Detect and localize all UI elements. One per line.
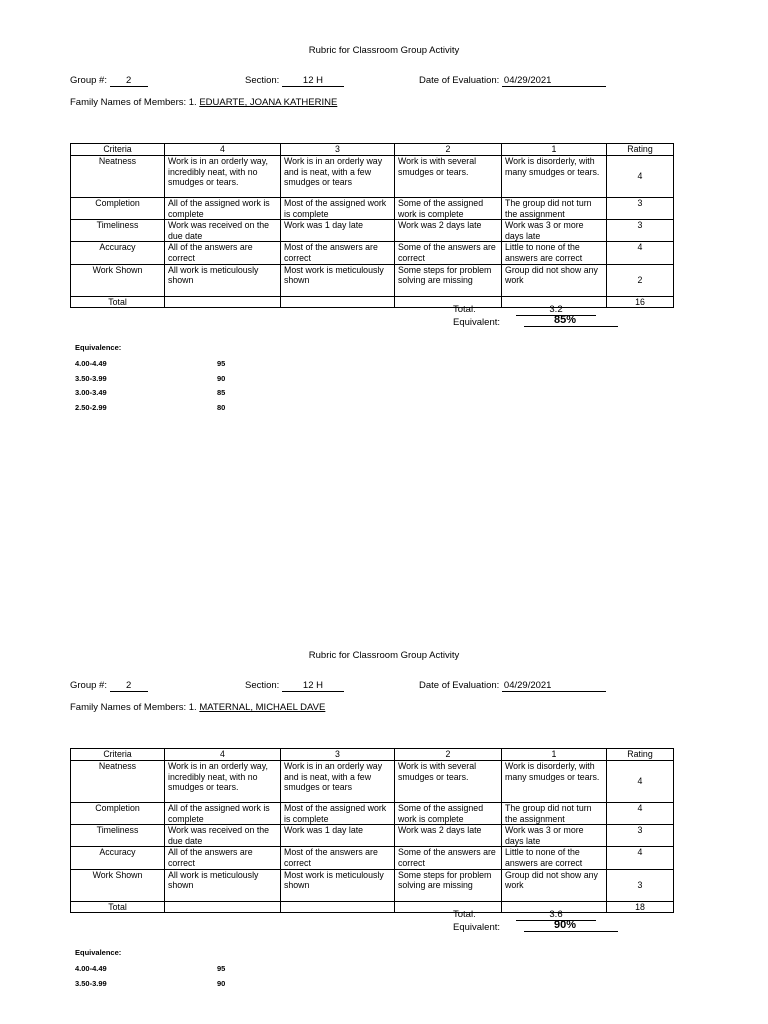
score-2-cell: Some steps for problem solving are missing: [395, 264, 502, 296]
table-row: [71, 242, 674, 264]
header-row: [71, 749, 674, 761]
criteria-cell: Completion: [71, 198, 165, 220]
table-row: [71, 803, 674, 825]
score-4-cell: All work is meticulously shown: [165, 869, 281, 901]
empty-cell: [281, 901, 395, 913]
criteria-cell: Neatness: [71, 761, 165, 803]
header-rating: Rating: [607, 144, 674, 156]
empty-cell: [395, 901, 502, 913]
table-row: [71, 156, 674, 198]
rubric-title: Rubric for Classroom Group Activity: [308, 45, 460, 56]
rating-cell: 4: [607, 156, 674, 198]
score-2-cell: Work is with several smudges or tears.: [395, 156, 502, 198]
equivalence-value: 80: [217, 402, 226, 412]
equivalence-range: 4.00-4.49: [75, 964, 107, 973]
rating-cell: 3: [607, 220, 674, 242]
equivalence-row: [75, 402, 226, 412]
equivalence-range: 3.00-3.49: [75, 388, 107, 397]
header-score-3: 3: [281, 749, 395, 761]
equivalence-value: 95: [217, 359, 226, 368]
score-1-cell: Work is disorderly, with many smudges or tears.: [502, 156, 607, 198]
score-3-cell: Work is in an orderly way and is neat, with a few smudges or tears: [281, 156, 395, 198]
equivalent-value-wrap: [524, 919, 618, 932]
table-row: [71, 220, 674, 242]
score-4-cell: All work is meticulously shown: [165, 264, 281, 296]
score-1-cell: Work was 3 or more days late: [502, 220, 607, 242]
header-score-2: 2: [395, 144, 502, 156]
score-4-cell: All of the assigned work is complete: [165, 803, 281, 825]
equivalence-range: 3.50-3.99: [75, 978, 107, 988]
score-2-cell: Some of the answers are correct: [395, 242, 502, 264]
criteria-cell: Accuracy: [71, 242, 165, 264]
date-value: 04/29/2021: [502, 76, 606, 87]
rating-cell: 3: [607, 825, 674, 847]
score-4-cell: Work is in an orderly way, incredibly neat, with no smudges or tears.: [165, 761, 281, 803]
score-2-cell: Work is with several smudges or tears.: [395, 761, 502, 803]
equivalent-summary: [453, 922, 500, 933]
equivalence-range: 4.00-4.49: [75, 359, 107, 368]
header-score-4: 4: [165, 749, 281, 761]
table-row: [71, 869, 674, 901]
criteria-cell: Work Shown: [71, 869, 165, 901]
equivalence-row: [75, 964, 226, 973]
score-2-cell: Some of the answers are correct: [395, 847, 502, 869]
group-value: 2: [110, 681, 148, 692]
score-1-cell: Work is disorderly, with many smudges or tears.: [502, 761, 607, 803]
equivalence-title: Equivalence:: [75, 343, 122, 352]
score-1-cell: Group did not show any work: [502, 264, 607, 296]
header-criteria: Criteria: [71, 144, 165, 156]
section-value: 12 H: [282, 681, 344, 692]
equivalence-title: Equivalence:: [75, 948, 122, 957]
empty-cell: [395, 296, 502, 308]
score-1-cell: Little to none of the answers are correct: [502, 847, 607, 869]
criteria-cell: Timeliness: [71, 220, 165, 242]
rating-cell: 3: [607, 869, 674, 901]
criteria-cell: Work Shown: [71, 264, 165, 296]
score-3-cell: Work was 1 day late: [281, 825, 395, 847]
score-3-cell: Most of the assigned work is complete: [281, 198, 395, 220]
criteria-cell: Timeliness: [71, 825, 165, 847]
date-field: [419, 680, 606, 692]
header-score-4: 4: [165, 144, 281, 156]
total-value: 3.2: [516, 305, 596, 316]
header-criteria: Criteria: [71, 749, 165, 761]
equivalence-range: 3.50-3.99: [75, 373, 107, 383]
score-4-cell: All of the answers are correct: [165, 847, 281, 869]
equivalent-label: Equivalent:: [453, 922, 501, 933]
total-summary: [453, 304, 476, 315]
empty-cell: [165, 296, 281, 308]
rating-cell: 4: [607, 847, 674, 869]
table-row: [71, 847, 674, 869]
total-label: Total:: [453, 304, 476, 315]
equivalent-value: 85%: [524, 314, 618, 327]
score-3-cell: Most work is meticulously shown: [281, 869, 395, 901]
score-1-cell: The group did not turn the assignment: [502, 803, 607, 825]
equivalent-summary: [453, 317, 500, 328]
score-2-cell: Some of the assigned work is complete: [395, 198, 502, 220]
member-name: EDUARTE, JOANA KATHERINE: [199, 97, 338, 108]
total-row-value: 16: [607, 296, 674, 308]
date-label: Date of Evaluation:: [419, 680, 500, 691]
members-field: [70, 97, 337, 108]
section-field: [245, 680, 344, 692]
equivalence-value: 90: [217, 978, 226, 988]
table-row: [71, 198, 674, 220]
header-score-1: 1: [502, 749, 607, 761]
rubric-table: [70, 143, 674, 308]
section-field: [245, 75, 344, 87]
equivalent-label: Equivalent:: [453, 317, 501, 328]
score-4-cell: Work is in an orderly way, incredibly neat, with no smudges or tears.: [165, 156, 281, 198]
score-1-cell: The group did not turn the assignment: [502, 198, 607, 220]
score-3-cell: Most of the answers are correct: [281, 847, 395, 869]
rating-cell: 2: [607, 264, 674, 296]
section-value: 12 H: [282, 76, 344, 87]
header-rating: Rating: [607, 749, 674, 761]
total-value: 3.6: [516, 910, 596, 921]
criteria-cell: Completion: [71, 803, 165, 825]
rubric-table: [70, 748, 674, 913]
equivalence-row: [75, 388, 226, 397]
equivalence-value: 85: [217, 388, 226, 397]
header-row: [71, 144, 674, 156]
rating-cell: 3: [607, 198, 674, 220]
score-3-cell: Work is in an orderly way and is neat, with a few smudges or tears: [281, 761, 395, 803]
members-label: Family Names of Members: 1.: [70, 702, 197, 713]
rubric-title: Rubric for Classroom Group Activity: [308, 650, 460, 661]
rating-cell: 4: [607, 242, 674, 264]
score-2-cell: Some steps for problem solving are missing: [395, 869, 502, 901]
date-label: Date of Evaluation:: [419, 75, 500, 86]
table-row: [71, 825, 674, 847]
header-score-1: 1: [502, 144, 607, 156]
score-2-cell: Work was 2 days late: [395, 825, 502, 847]
members-field: [70, 702, 325, 713]
equivalence-row: [75, 359, 226, 368]
score-3-cell: Most of the assigned work is complete: [281, 803, 395, 825]
score-4-cell: All of the answers are correct: [165, 242, 281, 264]
score-1-cell: Work was 3 or more days late: [502, 825, 607, 847]
member-name: MATERNAL, MICHAEL DAVE: [199, 702, 326, 713]
score-4-cell: Work was received on the due date: [165, 220, 281, 242]
total-row-value: 18: [607, 901, 674, 913]
score-3-cell: Work was 1 day late: [281, 220, 395, 242]
equivalence-range: 2.50-2.99: [75, 402, 107, 412]
header-score-2: 2: [395, 749, 502, 761]
score-4-cell: All of the assigned work is complete: [165, 198, 281, 220]
date-field: [419, 75, 606, 87]
score-3-cell: Most work is meticulously shown: [281, 264, 395, 296]
equivalence-table: [75, 343, 226, 412]
equivalence-row: [75, 373, 226, 383]
table-row: [71, 761, 674, 803]
date-value: 04/29/2021: [502, 681, 606, 692]
group-field: [70, 680, 148, 692]
total-row-label: Total: [71, 296, 165, 308]
equivalent-value-wrap: [524, 314, 618, 327]
group-label: Group #:: [70, 680, 107, 691]
empty-cell: [165, 901, 281, 913]
score-1-cell: Little to none of the answers are correct: [502, 242, 607, 264]
group-field: [70, 75, 148, 87]
header-score-3: 3: [281, 144, 395, 156]
score-1-cell: Group did not show any work: [502, 869, 607, 901]
rating-cell: 4: [607, 803, 674, 825]
table-row: [71, 264, 674, 296]
group-label: Group #:: [70, 75, 107, 86]
score-3-cell: Most of the answers are correct: [281, 242, 395, 264]
equivalence-value: 90: [217, 373, 226, 383]
group-value: 2: [110, 76, 148, 87]
equivalence-row: [75, 978, 226, 988]
section-label: Section:: [245, 680, 280, 691]
members-label: Family Names of Members: 1.: [70, 97, 197, 108]
equivalent-value: 90%: [524, 919, 618, 932]
equivalence-table: [75, 948, 226, 988]
score-4-cell: Work was received on the due date: [165, 825, 281, 847]
rating-cell: 4: [607, 761, 674, 803]
equivalence-value: 95: [217, 964, 226, 973]
total-row-label: Total: [71, 901, 165, 913]
score-2-cell: Work was 2 days late: [395, 220, 502, 242]
empty-cell: [281, 296, 395, 308]
score-2-cell: Some of the assigned work is complete: [395, 803, 502, 825]
total-label: Total:: [453, 909, 476, 920]
criteria-cell: Accuracy: [71, 847, 165, 869]
total-summary: [453, 909, 476, 920]
criteria-cell: Neatness: [71, 156, 165, 198]
section-label: Section:: [245, 75, 280, 86]
